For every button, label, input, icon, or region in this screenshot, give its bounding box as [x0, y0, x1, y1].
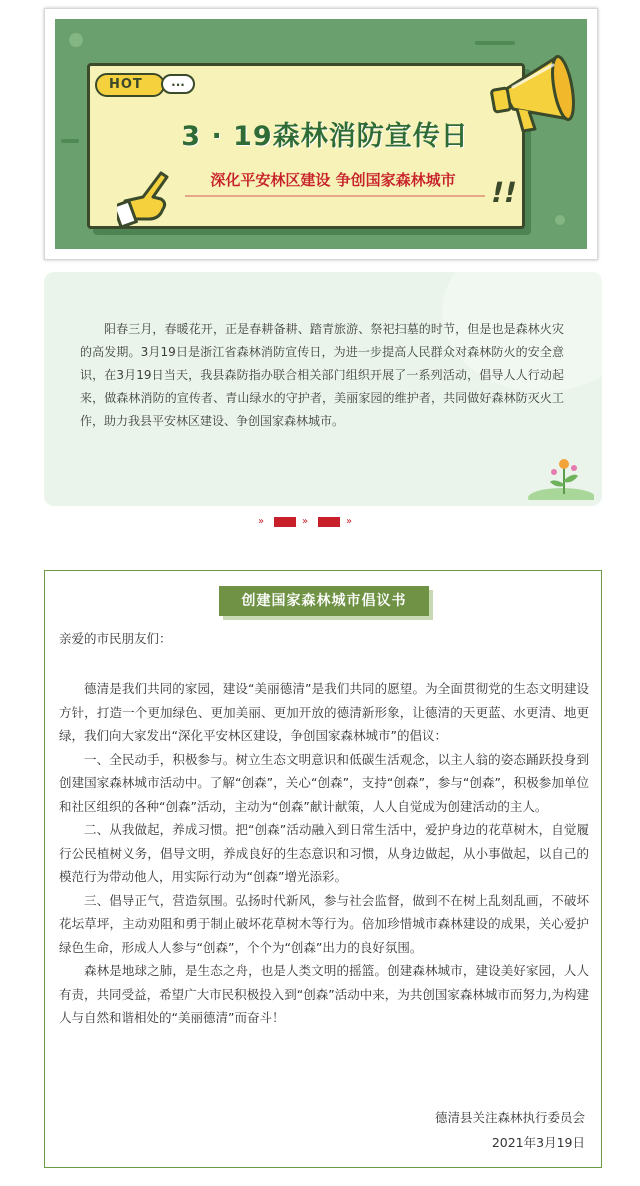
exclaim-text: !!: [487, 176, 521, 209]
decor-bar: [475, 41, 515, 45]
banner-subtitle: 深化平安林区建设 争创国家森林城市: [210, 171, 456, 189]
letter-paragraph: 森林是地球之肺，是生态之舟，也是人类文明的摇篮。创建森林城市，建设美好家园，人人有责，共同受益，希望广大市民积极投入到“创森”活动中来，为共创国家森林城市而努力,为构建人与自然和谐相处的“美丽德清”而奋斗！: [59, 963, 589, 1025]
intro-text: 阳春三月，春暖花开，正是春耕备耕、踏青旅游、祭祀扫墓的时节，但是也是森林火灾的高发期。3月19日是浙江省森林消防宣传日，为进一步提高人民群众对森林防火的安全意识，在3月19日当天，我县森防指办联合相关部门组织开展了一系列活动，倡导人人行动起来，做森林消防的宣传者、青山绿水的守护者，美丽家园的维护者，共同做好森林防灭火工作，助力我县平安林区建设、争创国家森林城市。: [80, 322, 564, 428]
letter-paragraph: 三、倡导正气，营造氛围。弘扬时代新风，参与社会监督，做到不在树上乱刻乱画，不破坏花坛草坪，主动劝阻和勇于制止破坏花草树木等行为。倍加珍惜城市森林建设的成果，关心爱护绿色生命，形成人人参与“创森”，个个为“创森”出力的良好氛围。: [59, 892, 589, 955]
letter-body: [59, 677, 589, 1030]
letter-paragraph: 二、从我做起，养成习惯。把“创森”活动融入到日常生活中，爱护身边的花草树木，自觉履行公民植树义务，倡导文明，养成良好的生态意识和习惯，从身边做起，从小事做起，以自己的模范行为带动他人，用实际行动为“创森”增光添彩。: [59, 822, 589, 884]
banner: [55, 19, 587, 249]
separator-bar: [274, 517, 296, 527]
intro-card: [44, 272, 602, 506]
proposal-letter: [44, 570, 602, 1168]
letter-greeting: 亲爱的市民朋友们：: [59, 631, 172, 646]
chevron-right-icon: »: [258, 516, 265, 527]
chevron-right-icon: »: [302, 516, 309, 527]
letter-paragraph: 一、全民动手，积极参与。树立生态文明意识和低碳生活观念，以主人翁的姿态踊跃投身到创建国家森林城市活动中。了解“创森”，关心“创森”，支持“创森”，参与“创森”，积极参加单位和社区组织的各种“创森”活动，主动为“创森”献计献策，人人自觉成为创建活动的主人。: [59, 751, 589, 814]
signature-organization: 德清县关注森林执行委员会: [434, 1110, 585, 1125]
section-separator: [258, 517, 378, 529]
dots-tag: ...: [161, 74, 195, 94]
exclaim-icon: [487, 176, 529, 209]
letter-signature-block: [435, 1105, 585, 1155]
banner-title: 3 · 19森林消防宣传日: [181, 121, 469, 152]
decor-dot: [555, 215, 565, 225]
megaphone-icon: [483, 47, 579, 137]
subtitle-underline: [185, 195, 485, 197]
flower-icon: [524, 454, 594, 500]
letter-paragraph: 德清是我们共同的家园，建设“美丽德清”是我们共同的愿望。为全面贯彻党的生态文明建设方针，打造一个更加绿色、更加美丽、更加开放的德清新形象，让德清的天更蓝、水更清、地更绿，我们向大家发出“深化平安林区建设，争创国家森林城市”的倡议：: [59, 681, 589, 743]
decor-bar: [61, 139, 79, 143]
decor-dot: [69, 33, 83, 47]
pointing-hand-icon: [117, 167, 173, 229]
signature-date: 2021年3月19日: [491, 1135, 585, 1150]
banner-frame: [44, 8, 598, 260]
letter-title: 创建国家森林城市倡议书: [219, 586, 429, 616]
chevron-right-icon: »: [346, 516, 353, 527]
hot-tag: HOT: [95, 73, 165, 97]
separator-bar: [318, 517, 340, 527]
